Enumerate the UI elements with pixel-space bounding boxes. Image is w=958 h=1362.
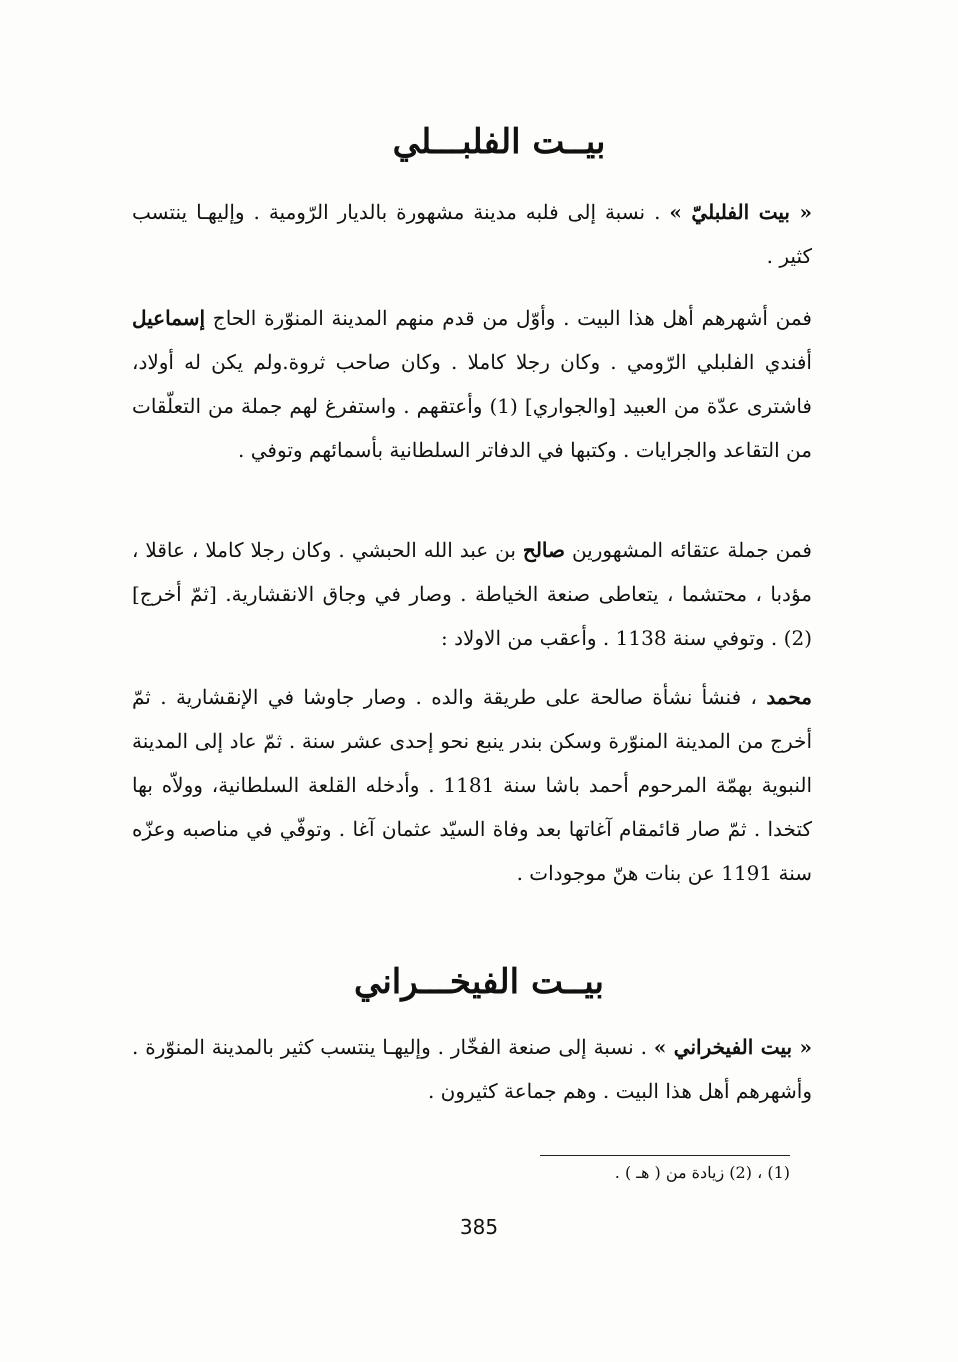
paragraph-muhammad [132,675,812,895]
paragraph-intro-falabli [132,190,812,278]
paragraph-text: . نسبة إلى فلبه مدينة مشهورة بالديار الرّومية . وإليهـا ينتسب كثير . [132,200,812,268]
bold-term: « بيت الفيخراني » [653,1035,813,1059]
footnote: (1) ، (2) زيادة من ( هـ ) . [614,1163,790,1182]
bold-term: « بيت الفلبليّ » [669,200,812,224]
bold-name: محمد [766,685,812,709]
paragraph-intro-fikhrani [132,1025,812,1113]
paragraph-text: أفندي الفلبلي الرّومي . وكان رجلا كاملا . وكان صاحب ثروة.ولم يكن له أولاد، فاشترى عدّة من العبيد [والجواري] (1) وأعتقهم . واستفرغ لهم جملة من التعلّقات من التقاعد والجرايات . وكتبها في الدفاتر السلطانية بأسمائهم وتوفي . [132,350,812,462]
paragraph-text: ، فنشأ نشأة صالحة على طريقة والده . وصار جاوشا في الإنقشارية . ثمّ أخرج من المدينة المنوّرة وسكن بندر ينبع نحو إحدى عشر سنة . ثمّ عاد إلى المدينة النبوية بهمّة المرحوم أحمد باشا سنة 1181 . وأدخله القلعة السلطانية، وولاّه بها كتخدا . ثمّ صار قائمقام آغاتها بعد وفاة السيّد عثمان آغا . وتوفّي في مناصبه وعزّه سنة 1191 عن بنات هنّ موجودات . [132,685,813,885]
paragraph-ismail [132,296,812,472]
paragraph-text: فمن جملة عتقائه المشهورين [565,538,812,562]
bold-name: إسماعيل [132,306,206,330]
paragraph-text: . نسبة إلى صنعة الفخّار . وإليهـا ينتسب كثير بالمدينة المنوّرة . وأشهرهم أهل هذا البيت . وهم جماعة كثيرون . [132,1035,812,1103]
paragraph-text: بن عبد الله الحبشي . وكان رجلا كاملا ، عاقلا ، مؤدبا ، محتشما ، يتعاطى صنعة الخياطة . وصار في وجاق الانقشارية. [ثمّ أخرج] (2) . وتوفي سنة 1138 . وأعقب من الاولاد : [132,538,812,650]
paragraph-text: فمن أشهرهم أهل هذا البيت . وأوّل من قدم منهم المدينة المنوّرة الحاج [205,306,812,330]
page-number: 385 [459,1215,499,1239]
section-title-falabli: بيــت الفلبـــلي [392,122,606,162]
bold-name: صالح [522,538,565,562]
footnote-divider [540,1155,790,1156]
section-title-fikhrani: بيــت الفيخـــراني [354,962,604,1002]
paragraph-salih [132,528,812,660]
